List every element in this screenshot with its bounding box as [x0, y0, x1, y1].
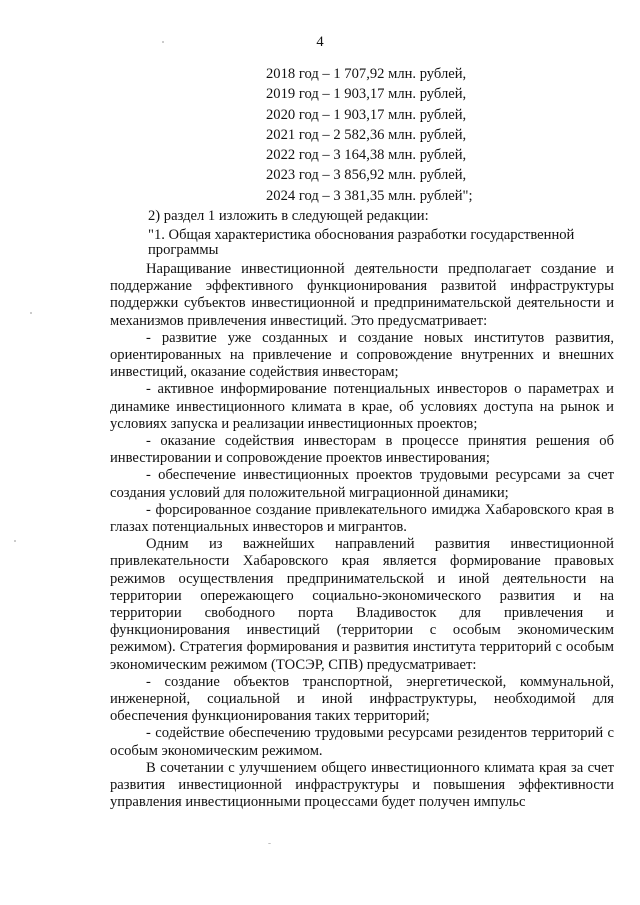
- amendment-item: 2) раздел 1 изложить в следующей редакции:: [148, 208, 429, 224]
- funding-line: 2020 год – 1 903,17 млн. рублей,: [266, 106, 467, 123]
- bullet-item: - оказание содействия инвесторам в процессе принятия решения об инвестировании и сопровождение проектов инвестирования;: [110, 433, 614, 467]
- funding-line: 2021 год – 2 582,36 млн. рублей,: [266, 126, 467, 143]
- body-text: [110, 261, 614, 812]
- section-heading: "1. Общая характеристика обоснования разработки государственной программы: [148, 227, 575, 258]
- bullet-item: - развитие уже созданных и создание новых институтов развития, ориентированных на привлечение и сопровождение внутренних и внешних инвестиций, оказание содействия инвесторам;: [110, 329, 614, 381]
- bullet-item: - содействие обеспечению трудовыми ресурсами резидентов территорий с особым экономическим режимом.: [110, 725, 614, 759]
- funding-line: 2024 год – 3 381,35 млн. рублей";: [266, 187, 473, 204]
- funding-line: 2022 год – 3 164,38 млн. рублей,: [266, 147, 467, 164]
- bullet-item: - создание объектов транспортной, энергетической, коммунальной, инженерной, социальной и иной инфраструктуры, необходимой для обеспечения функционирования таких территорий;: [110, 673, 614, 725]
- scan-speck: [268, 843, 271, 844]
- bullet-item: - форсированное создание привлекательного имиджа Хабаровского края в глазах потенциальных инвесторов и мигрантов.: [110, 501, 614, 536]
- funding-line: 2018 год – 1 707,92 млн. рублей,: [266, 66, 467, 82]
- funding-line: 2023 год – 3 856,92 млн. рублей,: [266, 167, 467, 184]
- funding-line: 2019 год – 1 903,17 млн. рублей,: [266, 86, 467, 103]
- scan-speck: [14, 540, 16, 542]
- paragraph: Одним из важнейших направлений развития инвестиционной привлекательности Хабаровского края является формирование правовых режимов осуществления предпринимательской и иной деятельности на территории опережающего социально-экономического развития и на территории свободного порта Владивосток для привлечения и функционирования инвестиций (территории с особым экономическим режимом). Стратегия формирования и развития института территорий с особым экономическим режимом (ТОСЭР, СПВ) предусматривает:: [110, 536, 614, 673]
- scan-speck: [30, 312, 32, 314]
- paragraph: Наращивание инвестиционной деятельности предполагает создание и поддержание эффективного функционирования развитой инфраструктуры поддержки субъектов инвестиционной и предпринимательской деятельности и механизмов привлечения инвестиций. Это предусматривает:: [110, 261, 614, 329]
- paragraph: В сочетании с улучшением общего инвестиционного климата края за счет развития инвестиционной инфраструктуры и повышения эффективности управления инвестиционными процессами будет получен импульс: [110, 759, 614, 811]
- bullet-item: - активное информирование потенциальных инвесторов о параметрах и динамике инвестиционного климата в крае, об условиях доступа на рынок и условиях запуска и реализации инвестиционных проектов;: [110, 381, 614, 432]
- bullet-item: - обеспечение инвестиционных проектов трудовыми ресурсами за счет создания условий для положительной миграционной динамики;: [110, 467, 614, 501]
- funding-list: [266, 66, 473, 208]
- scan-speck: [162, 41, 164, 43]
- page-number: 4: [316, 34, 324, 50]
